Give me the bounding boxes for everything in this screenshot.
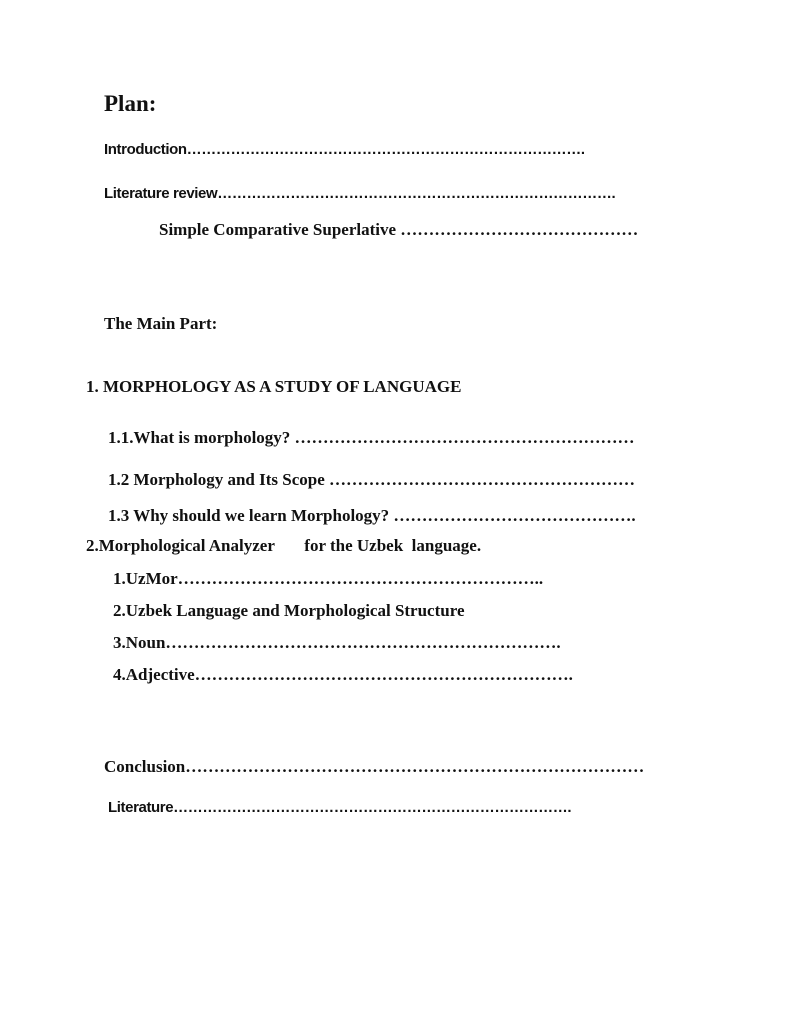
toc-entry-1-2: 1.2 Morphology and Its Scope ………………………………………………: [108, 470, 636, 489]
toc-entry-1-3: 1.3 Why should we learn Morphology? …………………………………….: [108, 506, 636, 525]
toc-entry-literature: Literature……………………………………………………………………….: [108, 799, 572, 816]
toc-entry-2-4: 4.Adjective………………………………………………………….: [113, 665, 573, 684]
toc-entry-1-1: 1.1.What is morphology? ……………………………………………………: [108, 428, 635, 447]
toc-entry-2-1: 1.UzMor………………………………………………………..: [113, 569, 544, 588]
plan-title: Plan:: [104, 91, 157, 116]
toc-entry-simple-comparative-superlative: Simple Comparative Superlative ……………………………………: [159, 220, 639, 239]
toc-section-2: 2.Morphological Analyzer for the Uzbek language.: [86, 536, 482, 555]
toc-entry-2-2: 2.Uzbek Language and Morphological Structure: [113, 601, 465, 620]
toc-entry-conclusion: Conclusion………………………………………………………………………: [104, 757, 645, 776]
toc-heading-main-part: The Main Part:: [104, 314, 218, 333]
toc-entry-literature-review: Literature review……………………………………………………………………….: [104, 185, 616, 202]
toc-section-1: 1. MORPHOLOGY AS A STUDY OF LANGUAGE: [86, 377, 462, 396]
toc-entry-2-3: 3.Noun…………………………………………………………….: [113, 633, 561, 652]
toc-entry-introduction: Introduction……………………………………………………………………….: [104, 141, 585, 158]
